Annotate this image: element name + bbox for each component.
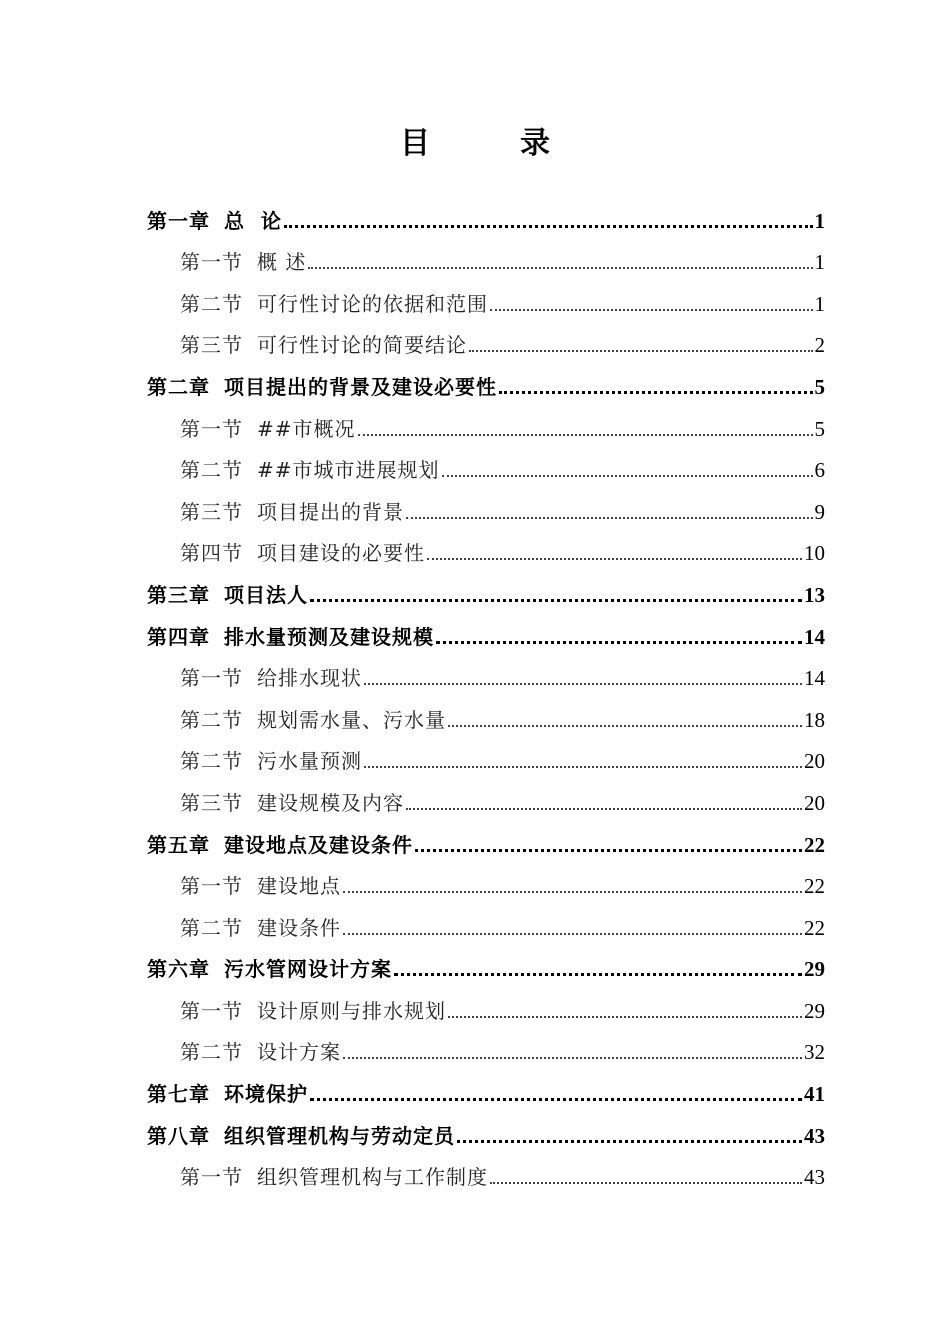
- toc-entry-page-number: 10: [804, 541, 825, 566]
- toc-entry-title: 可行性讨论的简要结论: [257, 333, 467, 358]
- toc-entry-title: 项目提出的背景及建设必要性: [224, 374, 497, 399]
- toc-entry-label: [180, 870, 341, 899]
- toc-entry-number: 第三节: [180, 333, 243, 358]
- dot-leader: [364, 752, 802, 768]
- toc-entry-label: [147, 1120, 455, 1149]
- toc-entry-page-number: 1: [814, 250, 825, 275]
- toc-chapter-entry[interactable]: [147, 608, 825, 650]
- toc-entry-number: 第七章: [147, 1082, 210, 1107]
- toc-entry-number: 第一节: [180, 998, 243, 1023]
- toc-entry-label: [147, 371, 497, 400]
- toc-entry-page-number: 41: [804, 1082, 825, 1107]
- toc-entry-title: 设计方案: [257, 1040, 341, 1065]
- toc-entry-number: 第二节: [180, 915, 243, 940]
- toc-entry-page-number: 1: [814, 208, 825, 233]
- toc-entry-number: 第六章: [147, 957, 210, 982]
- toc-entry-label: [180, 454, 440, 483]
- toc-entry-number: 第三节: [180, 790, 243, 815]
- toc-entry-title: 建设条件: [257, 915, 341, 940]
- toc-entry-number: 第一节: [180, 250, 243, 275]
- toc-entry-page-number: 20: [804, 790, 825, 815]
- toc-chapter-entry[interactable]: [147, 566, 825, 608]
- toc-chapter-entry[interactable]: [147, 816, 825, 858]
- dot-leader: [358, 420, 813, 436]
- toc-section-entry[interactable]: [147, 774, 825, 816]
- toc-chapter-entry[interactable]: [147, 1065, 825, 1107]
- toc-section-entry[interactable]: [147, 1024, 825, 1066]
- toc-section-entry[interactable]: [147, 691, 825, 733]
- dot-leader: [457, 1126, 802, 1143]
- toc-section-entry[interactable]: [147, 733, 825, 775]
- toc-entry-page-number: 43: [804, 1165, 825, 1190]
- toc-section-entry[interactable]: [147, 899, 825, 941]
- dot-leader: [448, 711, 802, 727]
- toc-entry-title: 可行性讨论的依据和范围: [257, 291, 488, 316]
- toc-entry-title: 建设地点: [257, 874, 341, 899]
- toc-chapter-entry[interactable]: [147, 358, 825, 400]
- toc-entry-label: [180, 787, 404, 816]
- toc-section-entry[interactable]: [147, 442, 825, 484]
- toc-entry-label: [147, 579, 308, 608]
- toc-entry-number: 第二节: [180, 458, 243, 483]
- dot-leader: [436, 627, 802, 644]
- toc-entry-title: 环境保护: [224, 1082, 308, 1107]
- dot-leader: [406, 794, 802, 810]
- toc-entry-page-number: 5: [814, 416, 825, 441]
- dot-leader: [364, 669, 802, 685]
- dot-leader: [448, 1002, 802, 1018]
- toc-entry-label: [180, 912, 341, 941]
- toc-entry-number: 第一章: [147, 208, 210, 233]
- dot-leader: [499, 377, 813, 394]
- dot-leader: [310, 1084, 802, 1101]
- toc-entry-label: [147, 621, 434, 650]
- toc-entry-page-number: 13: [804, 582, 825, 607]
- toc-entry-page-number: 22: [804, 832, 825, 857]
- toc-entry-title: 建设地点及建设条件: [224, 832, 413, 857]
- toc-section-entry[interactable]: [147, 650, 825, 692]
- toc-entry-label: [180, 496, 404, 525]
- toc-entry-page-number: 32: [804, 1040, 825, 1065]
- toc-entry-title: 项目提出的背景: [257, 499, 404, 524]
- toc-title: 目 录: [400, 126, 580, 161]
- toc-entry-page-number: 14: [804, 666, 825, 691]
- toc-entry-title: 规划需水量、污水量: [257, 707, 446, 732]
- toc-section-entry[interactable]: [147, 858, 825, 900]
- toc-entry-number: 第一节: [180, 874, 243, 899]
- toc-entry-title: 项目法人: [224, 582, 308, 607]
- toc-entry-number: 第二节: [180, 291, 243, 316]
- toc-entry-number: 第八章: [147, 1123, 210, 1148]
- toc-chapter-entry[interactable]: [147, 192, 825, 234]
- toc-entry-title: 排水量预测及建设规模: [224, 624, 434, 649]
- toc-entry-title: 建设规模及内容: [257, 790, 404, 815]
- dot-leader: [310, 585, 802, 602]
- toc-entry-page-number: 29: [804, 957, 825, 982]
- dot-leader: [415, 835, 802, 852]
- toc-entry-number: 第二节: [180, 1040, 243, 1065]
- toc-entry-page-number: 14: [804, 624, 825, 649]
- toc-entry-page-number: 43: [804, 1123, 825, 1148]
- toc-entry-label: [180, 537, 425, 566]
- toc-entry-label: [180, 288, 488, 317]
- toc-entry-label: [147, 1078, 308, 1107]
- toc-section-entry[interactable]: [147, 525, 825, 567]
- toc-entry-number: 第四章: [147, 624, 210, 649]
- toc-entry-label: [180, 1036, 341, 1065]
- dot-leader: [406, 503, 813, 519]
- toc-entry-title: 设计原则与排水规划: [257, 998, 446, 1023]
- dot-leader: [469, 336, 813, 352]
- toc-entry-number: 第三节: [180, 499, 243, 524]
- toc-entry-title: 总 论: [224, 208, 282, 233]
- toc-entry-label: [147, 829, 413, 858]
- toc-entry-title: 给排水现状: [257, 666, 362, 691]
- toc-section-entry[interactable]: [147, 317, 825, 359]
- dot-leader: [343, 877, 802, 893]
- toc-entry-label: [180, 413, 356, 442]
- toc-entry-title: 项目建设的必要性: [257, 541, 425, 566]
- toc-entry-label: [180, 745, 362, 774]
- toc-section-entry[interactable]: [147, 275, 825, 317]
- table-of-contents: [147, 192, 825, 1190]
- toc-entry-label: [180, 995, 446, 1024]
- toc-entry-number: 第二节: [180, 707, 243, 732]
- toc-entry-title: 污水管网设计方案: [224, 957, 392, 982]
- toc-chapter-entry[interactable]: [147, 1107, 825, 1149]
- toc-entry-title: ##市城市进展规划: [257, 458, 440, 483]
- toc-section-entry[interactable]: [147, 1149, 825, 1191]
- toc-entry-title: 组织管理机构与劳动定员: [224, 1123, 455, 1148]
- toc-entry-label: [180, 662, 362, 691]
- toc-entry-title: ##市概况: [257, 416, 356, 441]
- toc-chapter-entry[interactable]: [147, 941, 825, 983]
- toc-entry-title: 概 述: [257, 250, 307, 275]
- toc-entry-title: 组织管理机构与工作制度: [257, 1165, 488, 1190]
- toc-entry-page-number: 20: [804, 749, 825, 774]
- dot-leader: [490, 295, 813, 311]
- toc-entry-label: [147, 953, 392, 982]
- toc-entry-title: 污水量预测: [257, 749, 362, 774]
- dot-leader: [442, 461, 813, 477]
- toc-entry-page-number: 9: [814, 499, 825, 524]
- toc-section-entry[interactable]: [147, 483, 825, 525]
- toc-entry-number: 第二章: [147, 374, 210, 399]
- dot-leader: [343, 1043, 802, 1059]
- toc-entry-number: 第一节: [180, 1165, 243, 1190]
- toc-entry-page-number: 6: [814, 458, 825, 483]
- toc-section-entry[interactable]: [147, 234, 825, 276]
- toc-entry-label: [180, 704, 446, 733]
- dot-leader: [343, 919, 802, 935]
- dot-leader: [394, 959, 802, 976]
- dot-leader: [490, 1168, 802, 1184]
- toc-entry-page-number: 2: [814, 333, 825, 358]
- toc-entry-number: 第二节: [180, 749, 243, 774]
- toc-entry-label: [180, 246, 306, 275]
- toc-entry-number: 第一节: [180, 666, 243, 691]
- toc-entry-page-number: 29: [804, 998, 825, 1023]
- dot-leader: [284, 211, 813, 228]
- toc-entry-number: 第三章: [147, 582, 210, 607]
- toc-entry-label: [147, 205, 282, 234]
- toc-entry-number: 第四节: [180, 541, 243, 566]
- dot-leader: [308, 253, 812, 269]
- dot-leader: [427, 544, 802, 560]
- toc-entry-label: [180, 329, 467, 358]
- toc-entry-page-number: 18: [804, 707, 825, 732]
- toc-entry-label: [180, 1161, 488, 1190]
- toc-entry-page-number: 5: [814, 374, 825, 399]
- toc-section-entry[interactable]: [147, 400, 825, 442]
- toc-entry-page-number: 22: [804, 915, 825, 940]
- toc-entry-number: 第五章: [147, 832, 210, 857]
- toc-entry-number: 第一节: [180, 416, 243, 441]
- toc-section-entry[interactable]: [147, 982, 825, 1024]
- toc-entry-page-number: 22: [804, 874, 825, 899]
- toc-entry-page-number: 1: [814, 291, 825, 316]
